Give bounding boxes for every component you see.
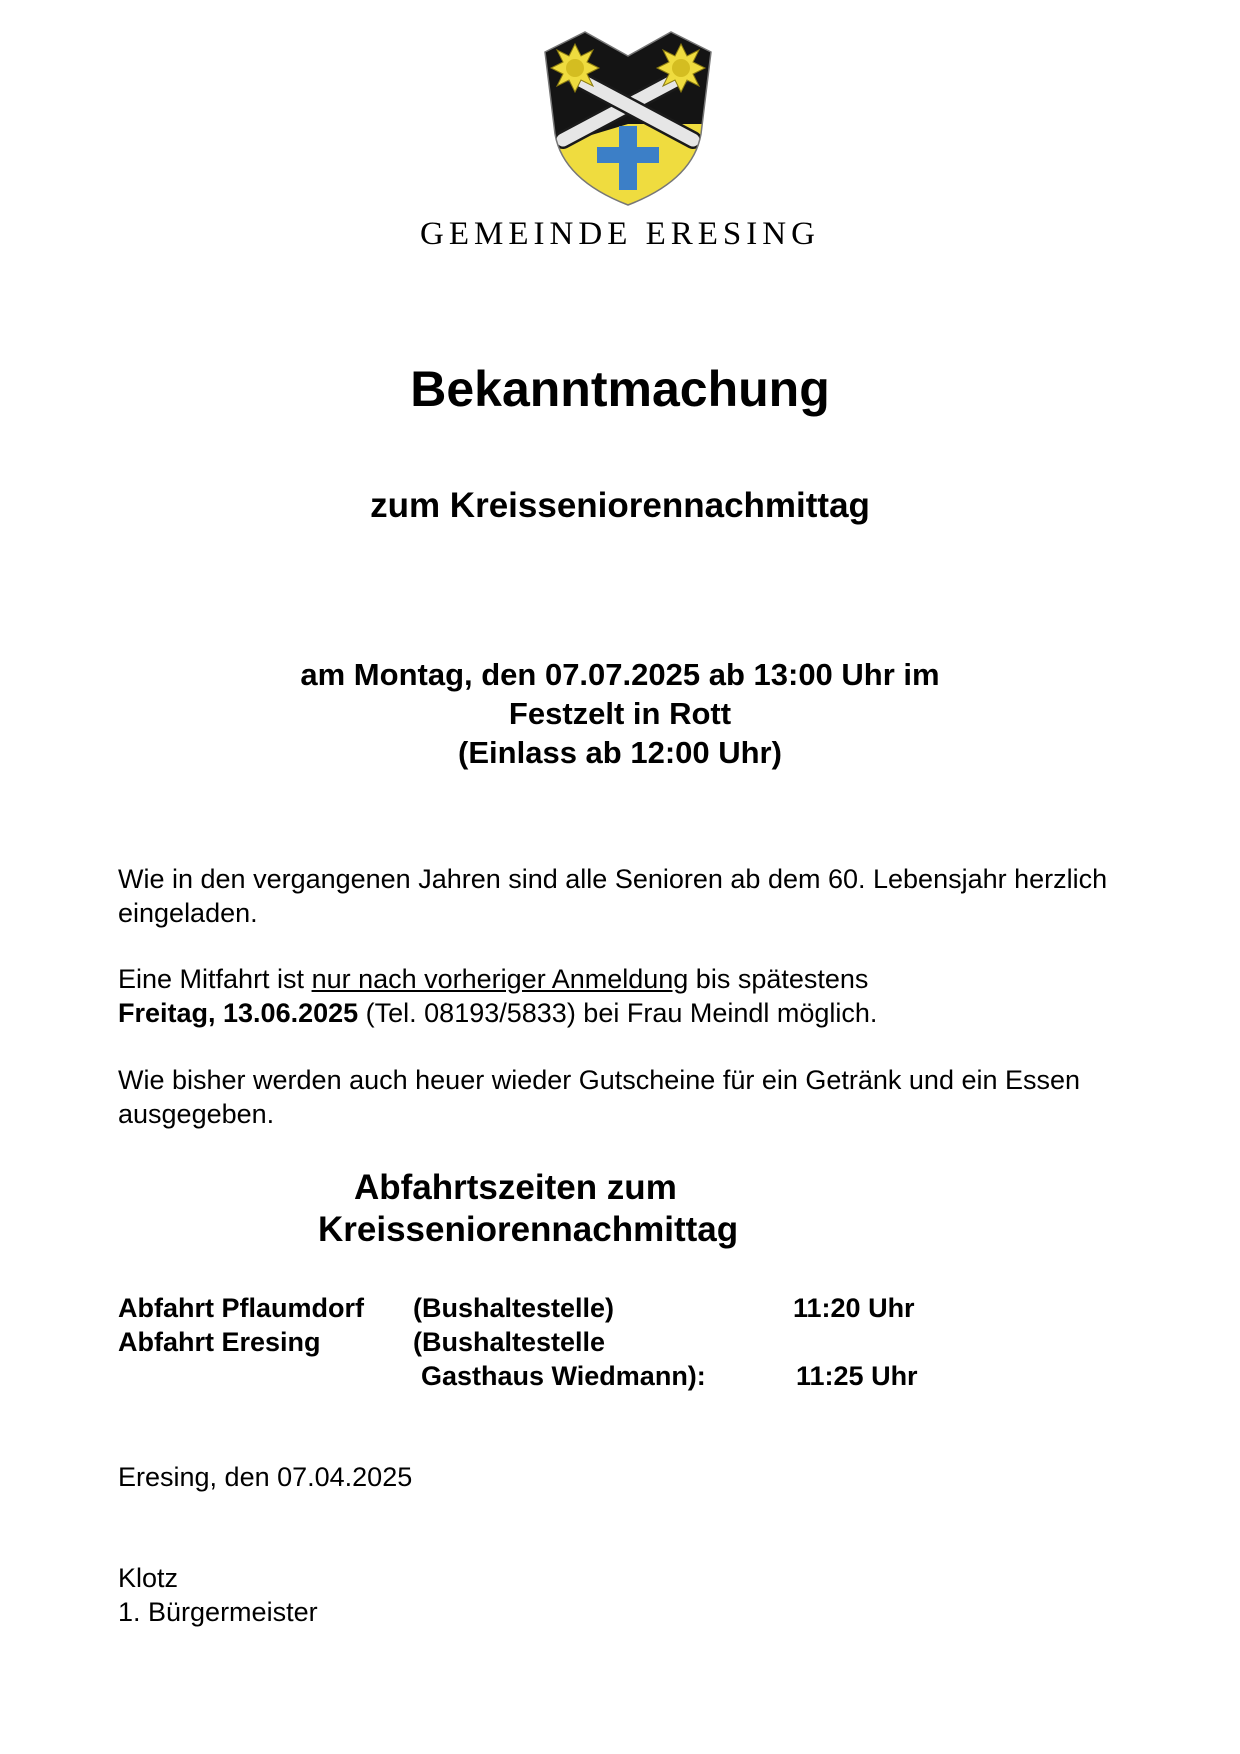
departure-time: 11:20 Uhr bbox=[793, 1293, 915, 1323]
departure-time: 11:25 Uhr bbox=[796, 1361, 918, 1391]
signatory-role: 1. Bürgermeister bbox=[118, 1597, 318, 1627]
registration-paragraph bbox=[118, 962, 1128, 1030]
departure-stop-detail: Gasthaus Wiedmann): bbox=[421, 1361, 706, 1391]
departures-heading-line2: Kreisseniorennachmittag bbox=[318, 1210, 739, 1249]
departure-stop: (Bushaltestelle) bbox=[413, 1293, 615, 1323]
departures-heading-line1: Abfahrtszeiten zum bbox=[354, 1168, 677, 1207]
page-title: Bekanntmachung bbox=[410, 361, 830, 417]
event-location-line: Festzelt in Rott bbox=[508, 696, 732, 731]
event-admission-line: (Einlass ab 12:00 Uhr) bbox=[458, 735, 782, 770]
registration-contact: (Tel. 08193/5833) bei Frau Meindl möglich. bbox=[358, 998, 878, 1028]
registration-deadline: Freitag, 13.06.2025 bbox=[118, 998, 359, 1028]
departure-stop: (Bushaltestelle bbox=[413, 1327, 606, 1357]
invitation-paragraph: Wie in den vergangenen Jahren sind alle Senioren ab dem 60. Lebensjahr herzlich eingeladen. bbox=[118, 864, 1108, 928]
place-and-date: Eresing, den 07.04.2025 bbox=[118, 1462, 413, 1492]
vouchers-paragraph: Wie bisher werden auch heuer wieder Gutscheine für ein Getränk und ein Essen ausgegeben. bbox=[118, 1065, 1081, 1129]
signatory-name: Klotz bbox=[118, 1563, 179, 1593]
registration-text-2: bis spätestens bbox=[688, 964, 869, 994]
registration-text-1: Eine Mitfahrt ist bbox=[118, 964, 312, 994]
departure-place: Abfahrt Eresing bbox=[118, 1327, 321, 1357]
municipality-name: GEMEINDE ERESING bbox=[420, 216, 820, 252]
departure-place: Abfahrt Pflaumdorf bbox=[118, 1293, 364, 1323]
page-subtitle: zum Kreisseniorennachmittag bbox=[370, 486, 870, 525]
municipal-crest-icon bbox=[535, 22, 721, 208]
event-date-line: am Montag, den 07.07.2025 ab 13:00 Uhr im bbox=[300, 657, 940, 692]
registration-requirement: nur nach vorheriger Anmeldung bbox=[311, 964, 689, 994]
